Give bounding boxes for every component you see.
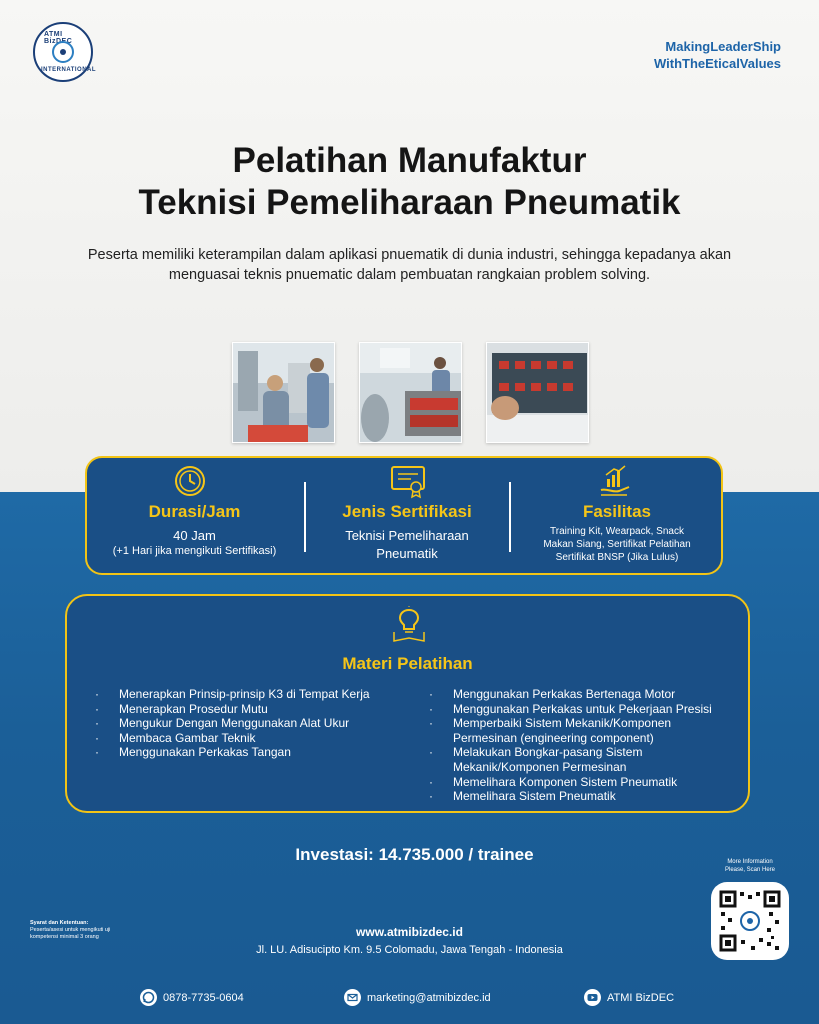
materi-panel <box>65 594 750 813</box>
materi-item <box>429 702 729 717</box>
growth-hand-icon <box>597 463 633 499</box>
divider-2 <box>509 482 511 552</box>
fasilitas-line-2: Makan Siang, Sertifikat Pelatihan <box>543 539 691 550</box>
sertifikasi-line-1: Teknisi Pemeliharaan <box>345 528 469 543</box>
page-title <box>0 140 819 224</box>
materi-item-label: Menerapkan Prinsip-prinsip K3 di Tempat Kerja <box>119 687 370 701</box>
description-line-2: menguasai teknis pnuematic dalam pembuatan rangkaian problem solving. <box>168 267 651 283</box>
scan-line-1: More Information <box>727 859 773 865</box>
durasi-section <box>87 458 302 573</box>
syarat-line-1: Peserta/asesi untuk mengikuti uji <box>30 927 111 933</box>
bullet-icon: · <box>95 730 99 745</box>
materi-list-right <box>429 687 729 804</box>
title-line-2: Teknisi Pemeliharaan Pneumatik <box>138 183 681 222</box>
bullet-icon: · <box>429 774 433 789</box>
training-photo-2 <box>359 342 462 443</box>
divider-1 <box>304 482 306 552</box>
materi-item-label: Memelihara Komponen Sistem Pneumatik <box>453 774 678 789</box>
syarat-title: Syarat dan Ketentuan: <box>30 920 89 926</box>
materi-list-left <box>95 687 405 760</box>
fasilitas-value <box>512 525 722 564</box>
durasi-note: (+1 Hari jika mengikuti Sertifikasi) <box>112 545 277 557</box>
bullet-icon: · <box>95 687 99 701</box>
description <box>40 245 779 285</box>
logo-eye-icon <box>52 41 74 63</box>
materi-item-label: Menggunakan Perkakas untuk Pekerjaan Presisi <box>453 701 712 716</box>
materi-item <box>429 745 729 760</box>
lightbulb-book-icon <box>390 606 428 644</box>
title-line-1: Pelatihan Manufaktur <box>232 141 587 180</box>
materi-item <box>429 760 729 775</box>
sertifikasi-title: Jenis Sertifikasi <box>342 502 472 521</box>
bullet-icon: · <box>429 687 433 701</box>
sertifikasi-value <box>307 527 507 563</box>
info-panel <box>85 456 723 575</box>
contact-phone[interactable] <box>140 989 244 1006</box>
materi-item <box>95 702 405 717</box>
materi-item-label: Membaca Gambar Teknik <box>119 730 256 745</box>
website-link[interactable]: www.atmibizdec.id <box>356 925 463 939</box>
contact-email[interactable] <box>344 989 491 1006</box>
email-address: marketing@atmibizdec.id <box>367 991 491 1004</box>
atmi-bizdec-logo <box>33 22 97 82</box>
bullet-icon: · <box>429 716 433 731</box>
materi-item-label: Permesinan (engineering component) <box>453 730 654 745</box>
bullet-icon: · <box>95 716 99 731</box>
bullet-icon: · <box>429 789 433 804</box>
bullet-icon: · <box>95 745 99 760</box>
fasilitas-line-3: Sertifikat BNSP (Jika Lulus) <box>555 552 679 563</box>
fasilitas-section <box>512 458 722 573</box>
youtube-channel: ATMI BizDEC <box>607 991 675 1004</box>
whatsapp-icon <box>140 989 157 1006</box>
training-photo-1 <box>232 342 335 443</box>
materi-item <box>95 687 405 702</box>
certificate-icon <box>389 463 427 499</box>
fasilitas-title: Fasilitas <box>582 502 652 521</box>
clock-icon <box>172 463 208 499</box>
materi-item <box>429 775 729 790</box>
logo-text-bottom: INTERNATIONAL <box>41 67 97 73</box>
materi-item <box>95 716 405 731</box>
durasi-value: 40 Jam <box>173 528 216 543</box>
youtube-icon <box>584 989 601 1006</box>
tagline-line-1: MakingLeaderShip <box>665 39 781 54</box>
materi-item <box>95 745 405 760</box>
materi-item-label: Menggunakan Perkakas Tangan <box>119 745 291 760</box>
bullet-icon: · <box>429 745 433 760</box>
materi-item-label: Mekanik/Komponen Permesinan <box>453 759 627 774</box>
durasi-title: Durasi/Jam <box>148 502 241 521</box>
contact-youtube[interactable] <box>584 989 674 1006</box>
materi-item-label: Memelihara Sistem Pneumatik <box>453 789 616 804</box>
sertifikasi-section <box>307 458 507 573</box>
materi-item <box>429 716 729 731</box>
materi-title: Materi Pelatihan <box>342 654 473 673</box>
phone-number: 0878-7735-0604 <box>163 991 244 1004</box>
materi-item-label: Menggunakan Perkakas Bertenaga Motor <box>453 687 676 701</box>
materi-item-label: Memperbaiki Sistem Mekanik/Komponen <box>453 716 672 731</box>
materi-item-label: Melakukan Bongkar-pasang Sistem <box>453 745 643 760</box>
syarat-line-2: kompetensi minimal 3 orang <box>30 934 99 940</box>
fasilitas-line-1: Training Kit, Wearpack, Snack <box>550 526 684 537</box>
materi-item <box>429 731 729 746</box>
training-photo-3 <box>486 342 589 443</box>
tagline-line-2: WithTheEticalValues <box>653 56 781 71</box>
logo-text-top: ATMI BizDEC <box>44 31 73 45</box>
scan-label <box>700 858 800 874</box>
materi-item-label: Mengukur Dengan Menggunakan Alat Ukur <box>119 716 350 731</box>
scan-line-2: Please, Scan Here <box>724 867 776 873</box>
mail-icon <box>344 989 361 1006</box>
address: Jl. LU. Adisucipto Km. 9.5 Colomadu, Jawa Tengah - Indonesia <box>256 944 563 956</box>
tagline <box>654 38 781 72</box>
description-line-1: Peserta memiliki keterampilan dalam aplikasi pnuematik di dunia industri, sehingga kepadanya akan <box>87 247 732 263</box>
materi-item-label: Menerapkan Prosedur Mutu <box>119 701 268 716</box>
sertifikasi-line-2: Pneumatik <box>376 546 438 561</box>
bullet-icon: · <box>429 701 433 716</box>
investasi-price: Investasi: 14.735.000 / trainee <box>295 845 534 864</box>
materi-item <box>429 789 729 804</box>
bullet-icon: · <box>95 701 99 716</box>
materi-item <box>95 731 405 746</box>
materi-item <box>429 687 729 702</box>
